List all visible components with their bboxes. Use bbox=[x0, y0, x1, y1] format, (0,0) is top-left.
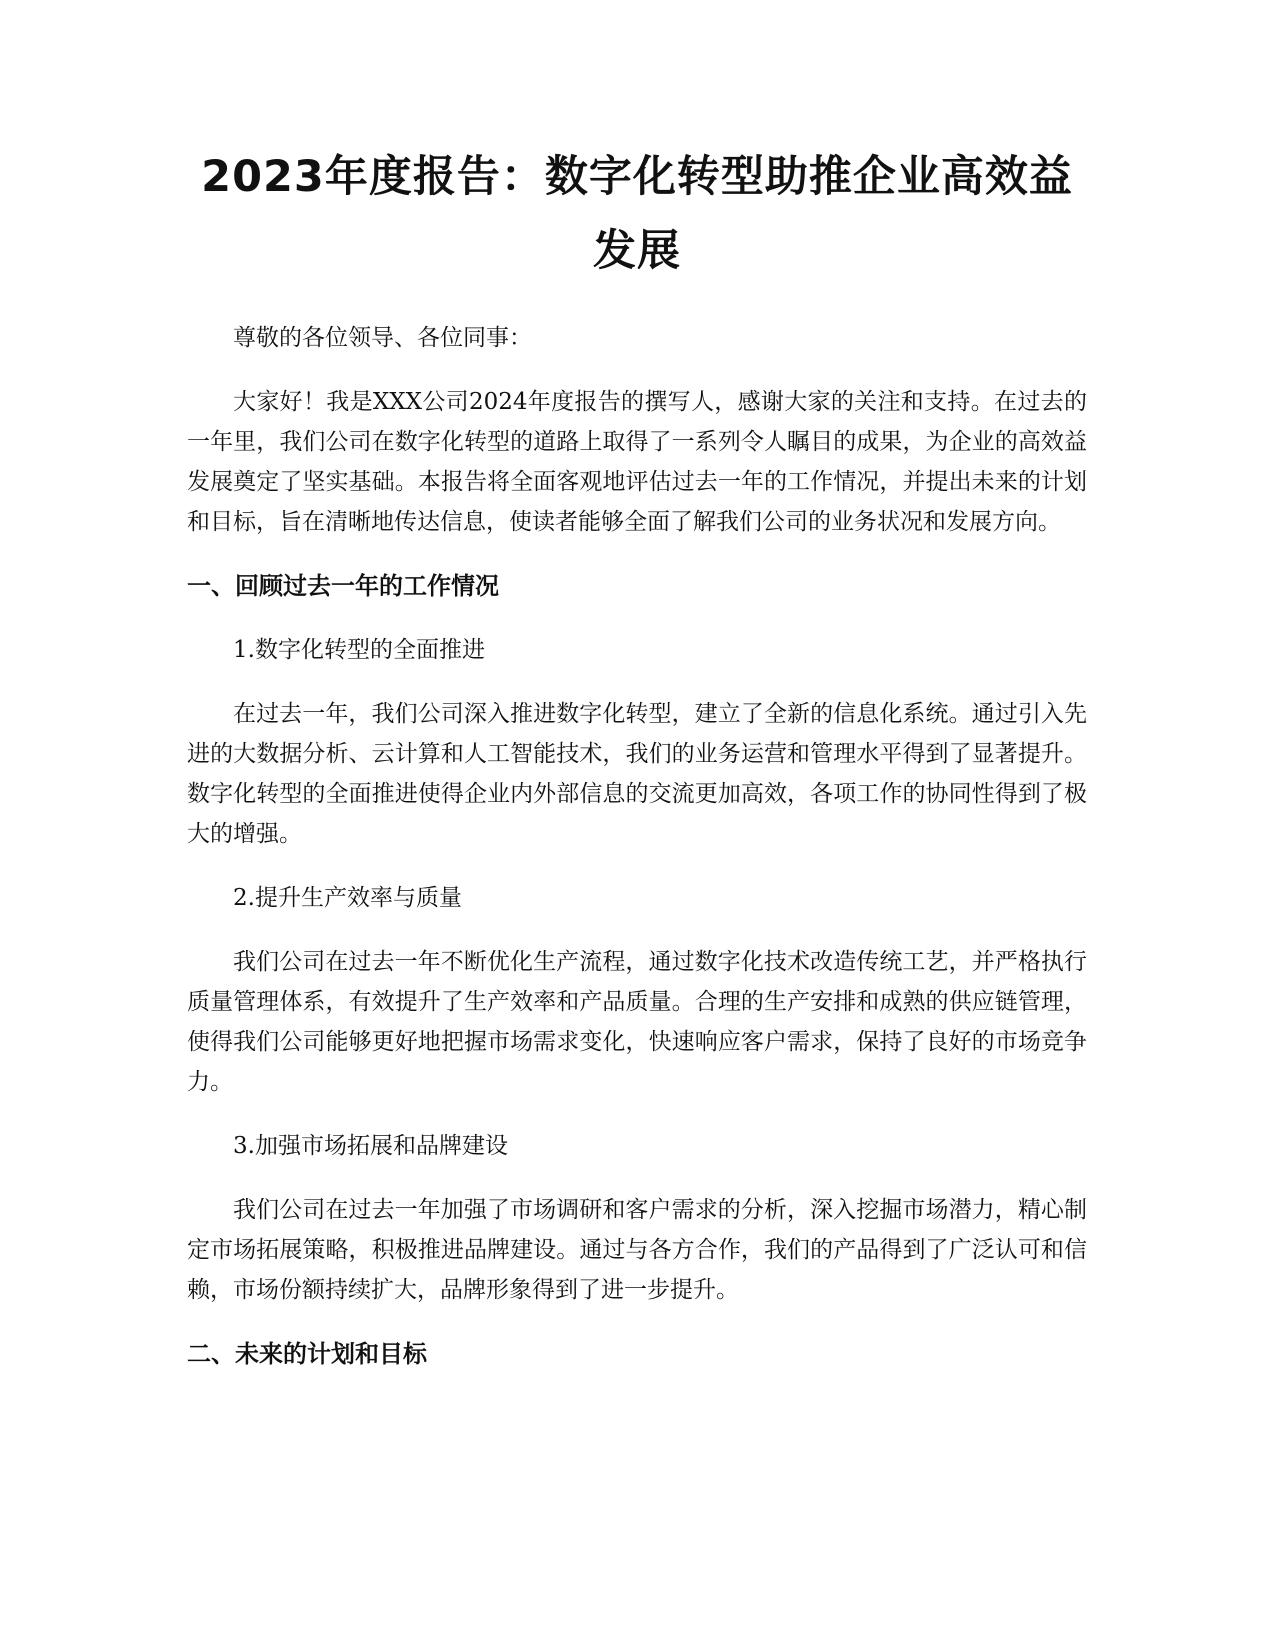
salutation: 尊敬的各位领导、各位同事： bbox=[233, 325, 532, 351]
document-page bbox=[187, 140, 1087, 1398]
subheading-market-expansion: 3.加强市场拓展和品牌建设 bbox=[233, 1133, 508, 1159]
document-title: 2023年度报告：数字化转型助推企业高效益发展 bbox=[201, 152, 1073, 276]
section-heading-review: 一、回顾过去一年的工作情况 bbox=[187, 572, 499, 600]
section-heading-future-plans: 二、未来的计划和目标 bbox=[187, 1340, 427, 1368]
paragraph-market-expansion: 我们公司在过去一年加强了市场调研和客户需求的分析，深入挖掘市场潜力，精心制定市场拓展策略，积极推进品牌建设。通过与各方合作，我们的产品得到了广泛认可和信赖，市场份额持续扩大，品牌形象得到了进一步提升。 bbox=[187, 1197, 1087, 1303]
paragraph-production-efficiency: 我们公司在过去一年不断优化生产流程，通过数字化技术改造传统工艺，并严格执行质量管理体系，有效提升了生产效率和产品质量。合理的生产安排和成熟的供应链管理，使得我们公司能够更好地把握市场需求变化，快速响应客户需求，保持了良好的市场竞争力。 bbox=[187, 949, 1087, 1095]
subheading-production-efficiency: 2.提升生产效率与质量 bbox=[233, 885, 462, 911]
intro-paragraph: 大家好！我是XXX公司2024年度报告的撰写人，感谢大家的关注和支持。在过去的一年里，我们公司在数字化转型的道路上取得了一系列令人瞩目的成果，为企业的高效益发展奠定了坚实基础。本报告将全面客观地评估过去一年的工作情况，并提出未来的计划和目标，旨在清晰地传达信息，使读者能够全面了解我们公司的业务状况和发展方向。 bbox=[187, 389, 1087, 535]
subheading-digital-transformation: 1.数字化转型的全面推进 bbox=[233, 637, 485, 663]
paragraph-digital-transformation: 在过去一年，我们公司深入推进数字化转型，建立了全新的信息化系统。通过引入先进的大数据分析、云计算和人工智能技术，我们的业务运营和管理水平得到了显著提升。数字化转型的全面推进使得企业内外部信息的交流更加高效，各项工作的协同性得到了极大的增强。 bbox=[187, 701, 1087, 847]
